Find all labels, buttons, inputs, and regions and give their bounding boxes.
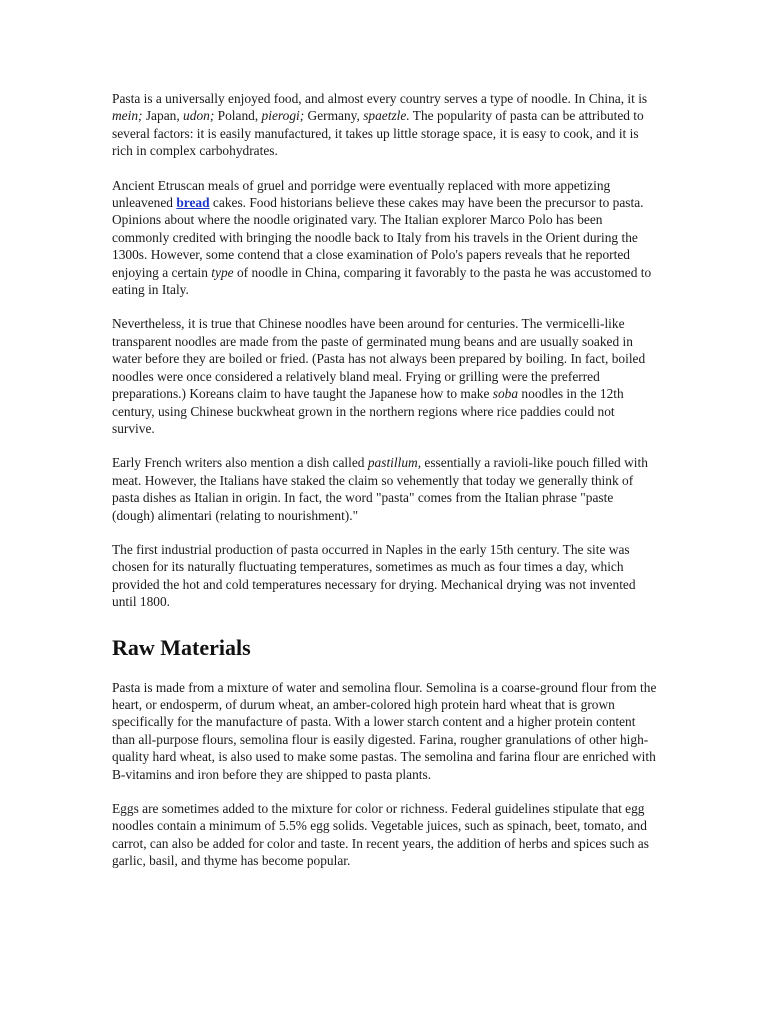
section-heading-raw-materials: Raw Materials — [112, 634, 251, 660]
text-run: Poland, — [214, 108, 262, 124]
paragraph-intro-3 — [112, 315, 658, 437]
paragraph-intro-2 — [112, 177, 658, 299]
paragraph-intro-5: The first industrial production of pasta occurred in Naples in the early 15th century. The site was chosen for its naturally fluctuating temperatures, sometimes as much as four times a day, which provided the hot and cold temperatures necessary for drying. Mechanical drying was not invented until 1800. — [112, 541, 636, 610]
text-run: Ancient Etruscan meals of gruel and porridge were eventually replaced with more appetizing unleavened — [112, 177, 611, 211]
italic-term-udon: udon; — [183, 108, 215, 124]
text-run: Nevertheless, it is true that Chinese noodles have been around for centuries. The vermicelli-like transparent noodles are made from the paste of germinated mung beans and are usually soaked in water before they are boiled or fried. (Pasta has not always been prepared by boiling. In fact, boiled noodles were once considered a relatively bland meal. Frying or grilling were the preferred preparations.) Koreans claim to have taught the Japanese how to make — [112, 316, 646, 402]
italic-term-spaetzle: spaetzle. — [363, 108, 410, 124]
bread-link[interactable]: bread — [176, 195, 210, 211]
paragraph-raw-materials-1: Pasta is made from a mixture of water and semolina flour. Semolina is a coarse-ground flour from the heart, or endosperm, of durum wheat, an amber-colored high protein hard wheat that is grown specifically for the manufacture of pasta. With a lower starch content and a higher protein content than all-purpose flours, semolina flour is easily digested. Farina, rougher granulations of other high-quality hard wheat, is also used to make some pastas. The semolina and farina flour are enriched with B-vitamins and iron before they are shipped to pasta plants. — [112, 679, 657, 782]
italic-term-type: type — [211, 264, 234, 280]
text-run: noodles in the 12th century, using Chinese buckwheat grown in the northern regions where rice paddies could not survive. — [112, 386, 624, 436]
text-run: The popularity of pasta can be attributed to several factors: it is easily manufactured, it takes up little storage space, it is easy to cook, and it is rich in complex carbohydrates. — [112, 108, 644, 159]
italic-term-mein: mein; — [112, 108, 143, 124]
paragraph-raw-materials-2: Eggs are sometimes added to the mixture for color or richness. Federal guidelines stipulate that egg noodles contain a minimum of 5.5% egg solids. Vegetable juices, such as spinach, beet, tomato, and carrot, can also be added for color and taste. In recent years, the addition of herbs and spices such as garlic, basil, and thyme has become popular. — [112, 801, 649, 869]
text-run: Germany, — [304, 108, 364, 124]
italic-term-soba: soba — [492, 386, 519, 402]
text-run: Japan, — [142, 108, 184, 124]
italic-term-pierogi: pierogi; — [261, 108, 305, 124]
text-run: essentially a ravioli-like pouch filled with meat. However, the Italians have staked the claim so vehemently that today we generally think of pasta dishes as Italian in origin. In fact, the word "pasta" comes from the Italian phrase "paste (dough) alimentari (relating to nourishment)." — [112, 455, 648, 523]
paragraph-intro-4 — [112, 454, 658, 524]
text-run: of noodle in China, comparing it favorably to the pasta he was accustomed to eating in Italy. — [112, 264, 652, 298]
text-run: cakes. Food historians believe these cakes may have been the precursor to pasta. Opinions about where the noodle originated vary. The Italian explorer Marco Polo has been commonly credited with bringing the noodle back to Italy from his travels in the Orient during the 1300s. However, some contend that a close examination of Polo's papers reveals that he reported enjoying a certain — [112, 195, 644, 280]
italic-term-pastillum: pastillum, — [367, 455, 422, 471]
document-page — [112, 90, 658, 887]
text-run: Pasta is a universally enjoyed food, and almost every country serves a type of noodle. In China, it is — [112, 91, 648, 106]
paragraph-intro-1 — [112, 90, 658, 160]
text-run: Early French writers also mention a dish called — [112, 455, 368, 471]
